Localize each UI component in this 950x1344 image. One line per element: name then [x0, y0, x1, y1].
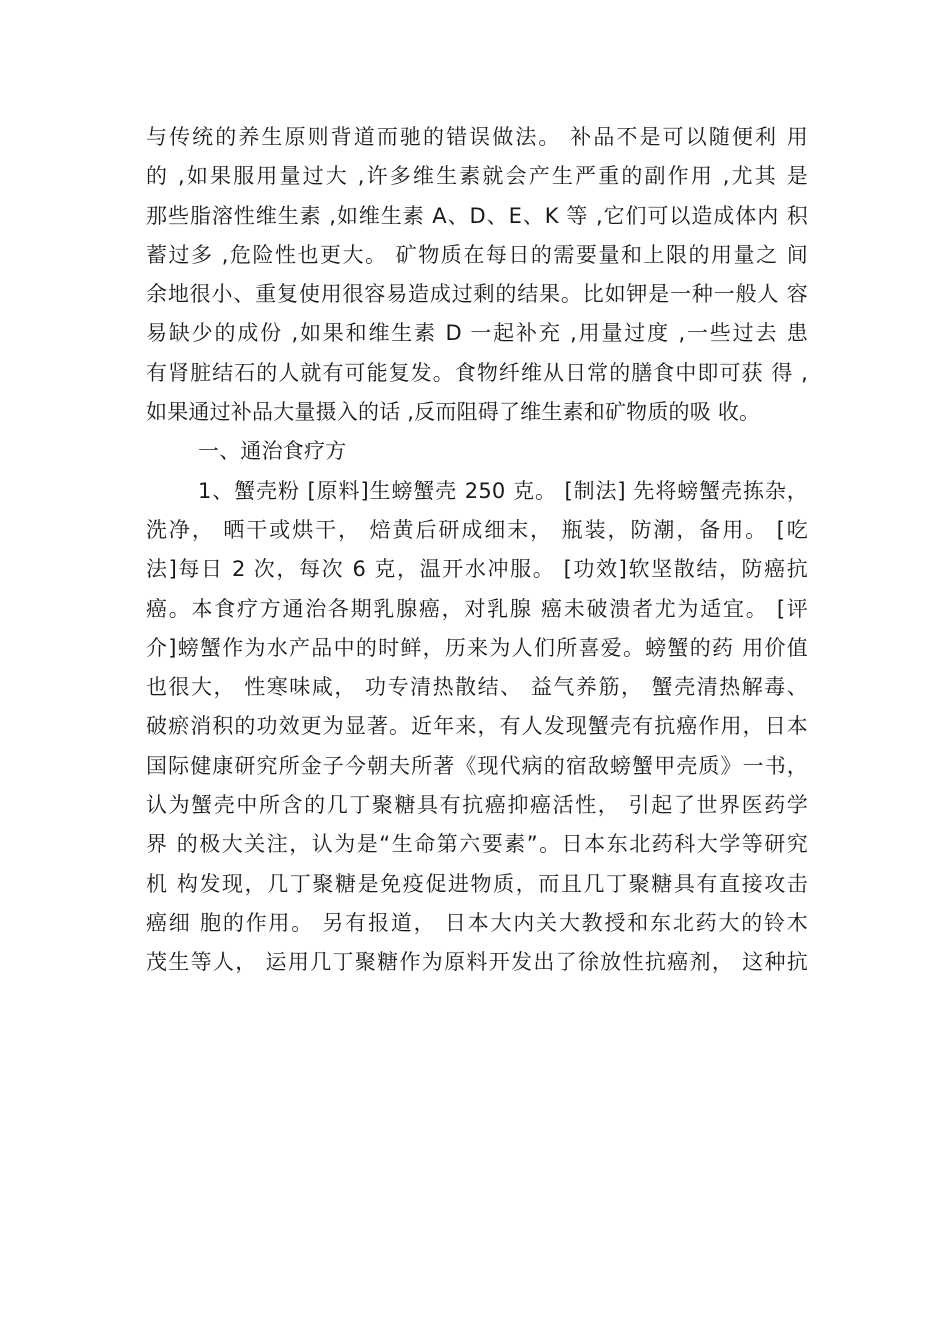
text-line: 茂生等人， 运用几丁聚糖作为原料开发出了徐放性抗癌剂， 这种抗: [146, 950, 808, 975]
text-line: 如果通过补品大量摄入的话 ,反而阻碍了维生素和矿物质的吸 收。: [146, 400, 761, 425]
text-line: 余地很小、重复使用很容易造成过剩的结果。比如钾是一种一般人 容: [146, 282, 808, 307]
text-line: 有肾脏结石的人就有可能复发。食物纤维从日常的膳食中即可获 得 ,: [146, 360, 808, 385]
text-line: 蓄过多 ,危险性也更大。 矿物质在每日的需要量和上限的用量之 间: [146, 242, 808, 267]
text-line: 法]每日 2 次，每次 6 克，温开水冲服。 [功效]软坚散结，防癌抗: [146, 557, 808, 582]
text-line: 也很大， 性寒味咸， 功专清热散结、 益气养筋， 蟹壳清热解毒、: [146, 675, 808, 700]
text-line: 破瘀消积的功效更为显著。近年来，有人发现蟹壳有抗癌作用，日本: [146, 714, 808, 739]
text-line: 那些脂溶性维生素 ,如维生素 A、D、E、K 等 ,它们可以造成体内 积: [146, 203, 808, 228]
text-line: 界 的极大关注，认为是“生命第六要素”。日本东北药科大学等研究: [146, 832, 808, 857]
document-body: [146, 118, 808, 983]
text-line: 认为蟹壳中所含的几丁聚糖具有抗癌抑癌活性， 引起了世界医药学: [146, 793, 808, 818]
text-line: 与传统的养生原则背道而驰的错误做法。 补品不是可以随便利 用: [146, 125, 808, 149]
text-line: 癌。本食疗方通治各期乳腺癌，对乳腺 癌未破溃者尤为适宜。 [评: [146, 596, 808, 621]
section-heading: 一、通治食疗方: [198, 439, 347, 464]
text-line: 国际健康研究所金子今朝夫所著《现代病的宿敌螃蟹甲壳质》一书，: [146, 753, 808, 778]
text-line: 癌细 胞的作用。 另有报道， 日本大内关大教授和东北药大的铃木: [146, 910, 808, 935]
text-line: 机 构发现，几丁聚糖是免疫促进物质，而且几丁聚糖具有直接攻击: [146, 871, 808, 896]
text-line: 1、蟹壳粉 [原料]生螃蟹壳 250 克。 [制法] 先将螃蟹壳拣杂，: [198, 478, 808, 503]
text-line: 的 ,如果服用量过大 ,许多维生素就会产生严重的副作用 ,尤其 是: [146, 164, 808, 189]
text-line: 介]螃蟹作为水产品中的时鲜，历来为人们所喜爱。螃蟹的药 用价值: [146, 635, 808, 660]
text-line: 洗净， 晒干或烘干， 焙黄后研成细末， 瓶装，防潮，备用。 [吃: [146, 517, 808, 542]
text-line: 易缺少的成份 ,如果和维生素 D 一起补充 ,用量过度 ,一些过去 患: [146, 321, 808, 346]
